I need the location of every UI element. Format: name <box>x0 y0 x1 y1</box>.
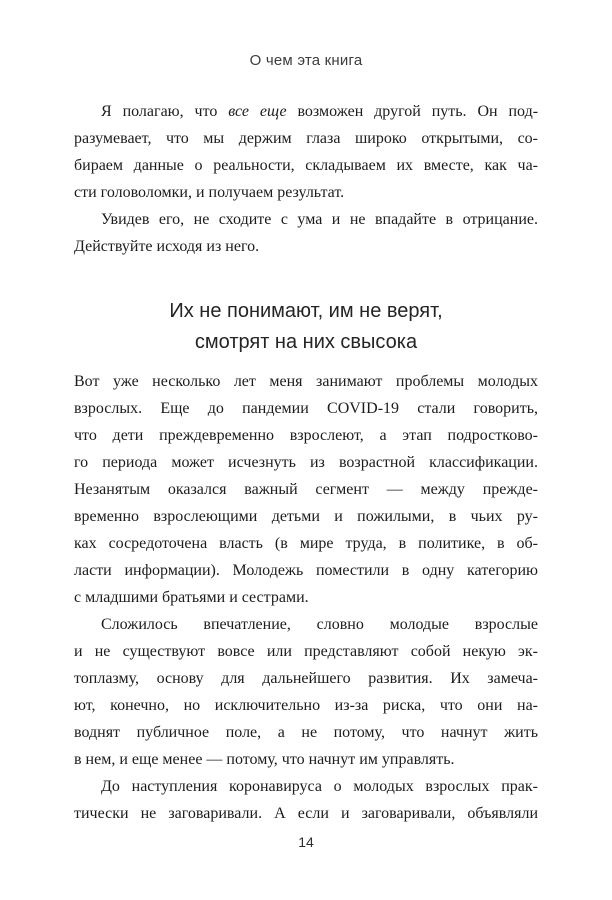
body-line: ют, конечно, но исключительно из-за риска, что они на- <box>74 697 538 714</box>
body-line: что дети преждевременно взрослеют, а этап подростково- <box>74 427 538 444</box>
body-text-segment: возможен другой путь. Он под- <box>297 103 538 120</box>
body-line <box>74 98 538 125</box>
page-body <box>74 98 538 850</box>
paragraph-4 <box>74 611 538 773</box>
running-head: О чем эта книга <box>249 52 363 69</box>
body-line: сти головоломки, и получаем результат. <box>74 184 345 201</box>
section-heading-line: смотрят на них свысока <box>194 331 418 353</box>
body-line: Вот уже несколько лет меня занимают проблемы молодых <box>74 373 538 390</box>
body-line: Увидев его, не сходите с ума и не впадайте в отрицание. <box>101 211 538 228</box>
body-line: с младшими братьями и сестрами. <box>74 589 309 606</box>
body-text-segment: Я полагаю, что <box>101 103 218 120</box>
body-line: тически не заговаривали. А если и заговаривали, объявляли <box>74 805 538 822</box>
body-line: воднят публичное поле, а не потому, что начнут жить <box>74 724 538 741</box>
body-line: Сложилось впечатление, словно молодые взрослые <box>101 616 538 633</box>
paragraph-3 <box>74 368 538 611</box>
page-number: 14 <box>298 834 314 850</box>
section-heading-line: Их не понимают, им не верят, <box>169 300 443 322</box>
body-line: Незанятым оказался важный сегмент — между прежде- <box>74 481 538 498</box>
body-line: го периода может исчезнуть из возрастной классификации. <box>74 454 538 471</box>
body-line: ласти информации). Молодежь поместили в одну категорию <box>74 562 538 579</box>
body-line: взрослых. Еще до пандемии COVID-19 стали говорить, <box>74 400 538 417</box>
body-line: и не существуют вовсе или представляют собой некую эк- <box>74 643 538 660</box>
body-line: До наступления коронавируса о молодых взрослых прак- <box>101 778 538 795</box>
body-line: разумевает, что мы держим глаза широко открытыми, со- <box>74 130 538 147</box>
paragraph-1 <box>74 98 538 206</box>
body-line: в нем, и еще менее — потому, что начнут им управлять. <box>74 751 455 768</box>
body-line: топлазму, основу для дальнейшего развития. Их замеча- <box>74 670 538 687</box>
paragraph-5 <box>74 773 538 827</box>
italic-text-segment: все еще <box>228 103 287 120</box>
section-heading <box>74 296 538 358</box>
body-line: Действуйте исходя из него. <box>74 238 260 255</box>
paragraph-2 <box>74 206 538 260</box>
body-line: бираем данные о реальности, складываем их вместе, как ча- <box>74 157 538 174</box>
body-line: ках сосредоточена власть (в мире труда, в политике, в об- <box>74 535 538 552</box>
body-line: временно взрослеющими детьми и пожилыми, в чьих ру- <box>74 508 538 525</box>
